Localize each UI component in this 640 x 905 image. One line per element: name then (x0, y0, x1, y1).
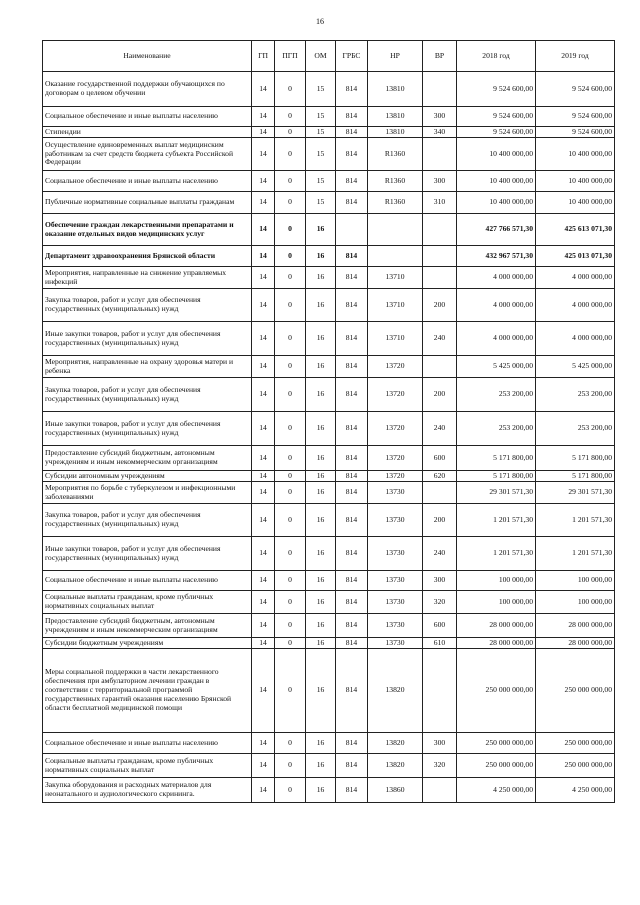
cell-amount-2018: 4 250 000,00 (457, 778, 536, 803)
cell-vr: 300 (423, 733, 457, 754)
cell-om: 16 (306, 412, 336, 446)
cell-grbs (336, 214, 368, 246)
cell-gp: 14 (252, 171, 275, 192)
cell-pgp: 0 (275, 107, 306, 127)
cell-amount-2018: 250 000 000,00 (457, 649, 536, 733)
cell-amount-2018: 253 200,00 (457, 412, 536, 446)
cell-grbs: 814 (336, 378, 368, 412)
cell-amount-2019: 100 000,00 (536, 571, 615, 591)
cell-grbs: 814 (336, 356, 368, 378)
cell-nr: 13810 (368, 72, 423, 107)
cell-gp: 14 (252, 471, 275, 482)
column-header-pgp: ПГП (275, 41, 306, 72)
cell-amount-2019: 250 000 000,00 (536, 733, 615, 754)
cell-gp: 14 (252, 138, 275, 171)
cell-grbs: 814 (336, 412, 368, 446)
cell-vr (423, 649, 457, 733)
cell-gp: 14 (252, 733, 275, 754)
cell-grbs: 814 (336, 138, 368, 171)
cell-amount-2018: 100 000,00 (457, 591, 536, 614)
cell-gp: 14 (252, 289, 275, 322)
table-row (43, 138, 615, 171)
cell-nr: R1360 (368, 192, 423, 214)
cell-amount-2019: 28 000 000,00 (536, 614, 615, 638)
cell-grbs: 814 (336, 127, 368, 138)
cell-nr: 13730 (368, 614, 423, 638)
cell-amount-2019: 253 200,00 (536, 412, 615, 446)
cell-nr: R1360 (368, 171, 423, 192)
cell-grbs: 814 (336, 471, 368, 482)
cell-amount-2018: 10 400 000,00 (457, 192, 536, 214)
cell-nr: 13730 (368, 591, 423, 614)
cell-om: 16 (306, 571, 336, 591)
cell-amount-2018: 28 000 000,00 (457, 638, 536, 649)
cell-amount-2019: 5 425 000,00 (536, 356, 615, 378)
cell-vr: 240 (423, 537, 457, 571)
cell-nr: 13720 (368, 471, 423, 482)
cell-amount-2019: 4 250 000,00 (536, 778, 615, 803)
cell-pgp: 0 (275, 733, 306, 754)
cell-nr (368, 246, 423, 267)
cell-vr (423, 138, 457, 171)
cell-nr: 13730 (368, 638, 423, 649)
page-number: 16 (316, 17, 324, 26)
cell-grbs: 814 (336, 322, 368, 356)
cell-nr: 13860 (368, 778, 423, 803)
cell-pgp: 0 (275, 571, 306, 591)
cell-gp: 14 (252, 754, 275, 778)
cell-amount-2018: 427 766 571,30 (457, 214, 536, 246)
cell-pgp: 0 (275, 614, 306, 638)
cell-nr: 13720 (368, 356, 423, 378)
cell-nr: 13710 (368, 267, 423, 289)
row-name: Предоставление субсидий бюджетным, автономным учреждениям и иным некоммерческим организациям (43, 614, 252, 638)
cell-gp: 14 (252, 504, 275, 537)
cell-pgp: 0 (275, 171, 306, 192)
column-header-2019: 2019 год (536, 41, 615, 72)
cell-om: 16 (306, 733, 336, 754)
cell-amount-2019: 9 524 600,00 (536, 107, 615, 127)
table-row (43, 754, 615, 778)
cell-grbs: 814 (336, 754, 368, 778)
table-row (43, 778, 615, 803)
cell-gp: 14 (252, 246, 275, 267)
cell-om: 16 (306, 446, 336, 471)
cell-amount-2018: 5 171 800,00 (457, 471, 536, 482)
cell-gp: 14 (252, 649, 275, 733)
cell-nr: 13730 (368, 571, 423, 591)
cell-pgp: 0 (275, 322, 306, 356)
row-name: Обеспечение граждан лекарственными препаратами и оказание отдельных видов медицинских услуг (43, 214, 252, 246)
cell-om: 15 (306, 72, 336, 107)
table-row (43, 412, 615, 446)
cell-pgp: 0 (275, 649, 306, 733)
cell-grbs: 814 (336, 537, 368, 571)
cell-gp: 14 (252, 267, 275, 289)
row-name: Мероприятия по борьбе с туберкулезом и инфекционными заболеваниями (43, 482, 252, 504)
cell-om: 16 (306, 214, 336, 246)
cell-amount-2018: 10 400 000,00 (457, 171, 536, 192)
cell-nr (368, 214, 423, 246)
cell-nr: 13810 (368, 127, 423, 138)
cell-pgp: 0 (275, 378, 306, 412)
cell-pgp: 0 (275, 267, 306, 289)
cell-om: 16 (306, 267, 336, 289)
cell-vr: 600 (423, 614, 457, 638)
cell-grbs: 814 (336, 267, 368, 289)
cell-nr: 13710 (368, 289, 423, 322)
row-name: Департамент здравоохранения Брянской области (43, 246, 252, 267)
table-row (43, 322, 615, 356)
cell-amount-2019: 425 013 071,30 (536, 246, 615, 267)
cell-amount-2019: 28 000 000,00 (536, 638, 615, 649)
row-name: Закупка товаров, работ и услуг для обеспечения государственных (муниципальных) нужд (43, 504, 252, 537)
table-row (43, 378, 615, 412)
cell-amount-2018: 4 000 000,00 (457, 322, 536, 356)
row-name: Социальное обеспечение и иные выплаты населению (43, 733, 252, 754)
row-name: Социальные выплаты гражданам, кроме публичных нормативных социальных выплат (43, 754, 252, 778)
cell-vr: 320 (423, 754, 457, 778)
cell-vr: 320 (423, 591, 457, 614)
cell-gp: 14 (252, 571, 275, 591)
row-name: Социальное обеспечение и иные выплаты населению (43, 107, 252, 127)
cell-pgp: 0 (275, 446, 306, 471)
cell-pgp: 0 (275, 482, 306, 504)
cell-grbs: 814 (336, 778, 368, 803)
cell-amount-2018: 5 171 800,00 (457, 446, 536, 471)
cell-amount-2018: 1 201 571,30 (457, 537, 536, 571)
table-row (43, 649, 615, 733)
cell-pgp: 0 (275, 537, 306, 571)
cell-amount-2018: 4 000 000,00 (457, 289, 536, 322)
cell-nr: 13710 (368, 322, 423, 356)
cell-vr: 200 (423, 289, 457, 322)
cell-pgp: 0 (275, 412, 306, 446)
table-row (43, 214, 615, 246)
row-name: Оказание государственной поддержки обучающихся по договорам о целевом обучении (43, 72, 252, 107)
cell-amount-2019: 250 000 000,00 (536, 754, 615, 778)
cell-grbs: 814 (336, 107, 368, 127)
cell-amount-2018: 5 425 000,00 (457, 356, 536, 378)
column-header-gp: ГП (252, 41, 275, 72)
row-name: Иные закупки товаров, работ и услуг для обеспечения государственных (муниципальных) нужд (43, 537, 252, 571)
table-row (43, 107, 615, 127)
cell-pgp: 0 (275, 591, 306, 614)
cell-pgp: 0 (275, 127, 306, 138)
row-name: Публичные нормативные социальные выплаты гражданам (43, 192, 252, 214)
cell-vr: 300 (423, 107, 457, 127)
cell-vr (423, 778, 457, 803)
cell-vr: 300 (423, 571, 457, 591)
cell-gp: 14 (252, 778, 275, 803)
column-header-om: ОМ (306, 41, 336, 72)
cell-om: 16 (306, 778, 336, 803)
cell-grbs: 814 (336, 171, 368, 192)
cell-pgp: 0 (275, 192, 306, 214)
cell-grbs: 814 (336, 446, 368, 471)
column-header-name: Наименование (43, 41, 252, 72)
cell-vr: 610 (423, 638, 457, 649)
cell-om: 15 (306, 171, 336, 192)
column-header-grbs: ГРБС (336, 41, 368, 72)
row-name: Социальное обеспечение и иные выплаты населению (43, 171, 252, 192)
budget-table (42, 40, 615, 803)
row-name: Меры социальной поддержки в части лекарственного обеспечения при амбулаторном лечении граждан в соответствии с территориальной программой государственных гарантий оказания населению Брянской области бесплатной медицинской помощи (43, 649, 252, 733)
row-name: Закупка товаров, работ и услуг для обеспечения государственных (муниципальных) нужд (43, 378, 252, 412)
cell-grbs: 814 (336, 192, 368, 214)
cell-om: 16 (306, 482, 336, 504)
row-name: Мероприятия, направленные на снижение управляемых инфекций (43, 267, 252, 289)
cell-nr: 13820 (368, 733, 423, 754)
cell-amount-2018: 1 201 571,30 (457, 504, 536, 537)
row-name: Предоставление субсидий бюджетным, автономным учреждениям и иным некоммерческим организациям (43, 446, 252, 471)
cell-gp: 14 (252, 322, 275, 356)
cell-amount-2019: 4 000 000,00 (536, 322, 615, 356)
cell-vr (423, 267, 457, 289)
row-name: Социальные выплаты гражданам, кроме публичных нормативных социальных выплат (43, 591, 252, 614)
row-name: Стипендии (43, 127, 252, 138)
cell-om: 16 (306, 591, 336, 614)
cell-amount-2018: 9 524 600,00 (457, 127, 536, 138)
cell-nr: 13820 (368, 649, 423, 733)
cell-amount-2019: 250 000 000,00 (536, 649, 615, 733)
cell-vr (423, 482, 457, 504)
table-row (43, 171, 615, 192)
cell-nr: 13730 (368, 537, 423, 571)
cell-grbs: 814 (336, 649, 368, 733)
column-header-2018: 2018 год (457, 41, 536, 72)
cell-amount-2018: 250 000 000,00 (457, 754, 536, 778)
cell-vr (423, 356, 457, 378)
cell-grbs: 814 (336, 482, 368, 504)
cell-amount-2019: 10 400 000,00 (536, 171, 615, 192)
cell-nr: 13730 (368, 482, 423, 504)
cell-amount-2018: 100 000,00 (457, 571, 536, 591)
cell-om: 16 (306, 754, 336, 778)
table-row (43, 356, 615, 378)
cell-grbs: 814 (336, 289, 368, 322)
row-name: Осуществление единовременных выплат медицинским работникам за счет средств бюджета субъекта Российской Федерации (43, 138, 252, 171)
cell-om: 15 (306, 127, 336, 138)
cell-gp: 14 (252, 378, 275, 412)
cell-vr: 310 (423, 192, 457, 214)
cell-vr: 240 (423, 412, 457, 446)
cell-nr: R1360 (368, 138, 423, 171)
cell-amount-2019: 9 524 600,00 (536, 72, 615, 107)
table-row (43, 471, 615, 482)
cell-grbs: 814 (336, 638, 368, 649)
cell-amount-2019: 4 000 000,00 (536, 267, 615, 289)
cell-om: 16 (306, 471, 336, 482)
cell-gp: 14 (252, 412, 275, 446)
cell-vr (423, 72, 457, 107)
table-row (43, 733, 615, 754)
cell-gp: 14 (252, 614, 275, 638)
table-row (43, 614, 615, 638)
cell-pgp: 0 (275, 356, 306, 378)
cell-gp: 14 (252, 638, 275, 649)
cell-om: 16 (306, 289, 336, 322)
cell-om: 16 (306, 378, 336, 412)
cell-amount-2019: 10 400 000,00 (536, 138, 615, 171)
cell-amount-2018: 29 301 571,30 (457, 482, 536, 504)
cell-nr: 13720 (368, 446, 423, 471)
row-name: Субсидии автономным учреждениям (43, 471, 252, 482)
cell-gp: 14 (252, 356, 275, 378)
row-name: Иные закупки товаров, работ и услуг для обеспечения государственных (муниципальных) нужд (43, 412, 252, 446)
cell-amount-2018: 9 524 600,00 (457, 107, 536, 127)
cell-amount-2019: 29 301 571,30 (536, 482, 615, 504)
table-row (43, 504, 615, 537)
cell-vr: 200 (423, 378, 457, 412)
cell-amount-2018: 253 200,00 (457, 378, 536, 412)
cell-gp: 14 (252, 537, 275, 571)
cell-om: 15 (306, 107, 336, 127)
cell-gp: 14 (252, 214, 275, 246)
row-name: Закупка оборудования и расходных материалов для неонатального и аудиологического скрининга. (43, 778, 252, 803)
cell-om: 16 (306, 246, 336, 267)
cell-pgp: 0 (275, 214, 306, 246)
cell-amount-2019: 10 400 000,00 (536, 192, 615, 214)
row-name: Иные закупки товаров, работ и услуг для обеспечения государственных (муниципальных) нужд (43, 322, 252, 356)
table-row (43, 537, 615, 571)
table-row (43, 289, 615, 322)
cell-om: 15 (306, 192, 336, 214)
table-row (43, 638, 615, 649)
cell-nr: 13720 (368, 378, 423, 412)
cell-amount-2019: 5 171 800,00 (536, 446, 615, 471)
cell-gp: 14 (252, 192, 275, 214)
cell-pgp: 0 (275, 778, 306, 803)
cell-amount-2019: 1 201 571,30 (536, 504, 615, 537)
table-row (43, 246, 615, 267)
table-row (43, 446, 615, 471)
cell-gp: 14 (252, 127, 275, 138)
row-name: Субсидии бюджетным учреждениям (43, 638, 252, 649)
cell-vr: 340 (423, 127, 457, 138)
cell-om: 16 (306, 322, 336, 356)
cell-amount-2019: 5 171 800,00 (536, 471, 615, 482)
table-row (43, 192, 615, 214)
cell-amount-2019: 9 524 600,00 (536, 127, 615, 138)
column-header-nr: НР (368, 41, 423, 72)
cell-pgp: 0 (275, 754, 306, 778)
cell-amount-2018: 250 000 000,00 (457, 733, 536, 754)
cell-gp: 14 (252, 446, 275, 471)
cell-pgp: 0 (275, 638, 306, 649)
table-row (43, 571, 615, 591)
table-row (43, 591, 615, 614)
row-name: Социальное обеспечение и иные выплаты населению (43, 571, 252, 591)
cell-amount-2019: 100 000,00 (536, 591, 615, 614)
cell-grbs: 814 (336, 614, 368, 638)
cell-amount-2019: 4 000 000,00 (536, 289, 615, 322)
table-body (43, 72, 615, 803)
cell-nr: 13810 (368, 107, 423, 127)
cell-om: 16 (306, 356, 336, 378)
cell-amount-2019: 425 613 071,30 (536, 214, 615, 246)
cell-grbs: 814 (336, 591, 368, 614)
cell-grbs: 814 (336, 504, 368, 537)
cell-pgp: 0 (275, 289, 306, 322)
cell-grbs: 814 (336, 733, 368, 754)
cell-vr (423, 214, 457, 246)
row-name: Закупка товаров, работ и услуг для обеспечения государственных (муниципальных) нужд (43, 289, 252, 322)
cell-pgp: 0 (275, 471, 306, 482)
cell-pgp: 0 (275, 138, 306, 171)
cell-amount-2018: 4 000 000,00 (457, 267, 536, 289)
cell-nr: 13720 (368, 412, 423, 446)
column-header-vr: ВР (423, 41, 457, 72)
table-row (43, 72, 615, 107)
cell-vr: 200 (423, 504, 457, 537)
cell-om: 16 (306, 638, 336, 649)
cell-grbs: 814 (336, 246, 368, 267)
cell-nr: 13730 (368, 504, 423, 537)
cell-om: 16 (306, 537, 336, 571)
cell-vr (423, 246, 457, 267)
cell-om: 15 (306, 138, 336, 171)
cell-gp: 14 (252, 591, 275, 614)
cell-grbs: 814 (336, 571, 368, 591)
table-row (43, 267, 615, 289)
cell-om: 16 (306, 614, 336, 638)
cell-pgp: 0 (275, 504, 306, 537)
cell-amount-2018: 28 000 000,00 (457, 614, 536, 638)
table-header-row (43, 41, 615, 72)
cell-grbs: 814 (336, 72, 368, 107)
cell-pgp: 0 (275, 246, 306, 267)
cell-gp: 14 (252, 72, 275, 107)
cell-amount-2018: 9 524 600,00 (457, 72, 536, 107)
cell-gp: 14 (252, 107, 275, 127)
cell-gp: 14 (252, 482, 275, 504)
cell-vr: 620 (423, 471, 457, 482)
cell-nr: 13820 (368, 754, 423, 778)
table-row (43, 482, 615, 504)
row-name: Мероприятия, направленные на охрану здоровья матери и ребенка (43, 356, 252, 378)
cell-amount-2019: 253 200,00 (536, 378, 615, 412)
cell-om: 16 (306, 504, 336, 537)
cell-amount-2019: 1 201 571,30 (536, 537, 615, 571)
cell-vr: 240 (423, 322, 457, 356)
table-row (43, 127, 615, 138)
cell-om: 16 (306, 649, 336, 733)
cell-amount-2018: 432 967 571,30 (457, 246, 536, 267)
cell-vr: 300 (423, 171, 457, 192)
cell-amount-2018: 10 400 000,00 (457, 138, 536, 171)
cell-pgp: 0 (275, 72, 306, 107)
cell-vr: 600 (423, 446, 457, 471)
